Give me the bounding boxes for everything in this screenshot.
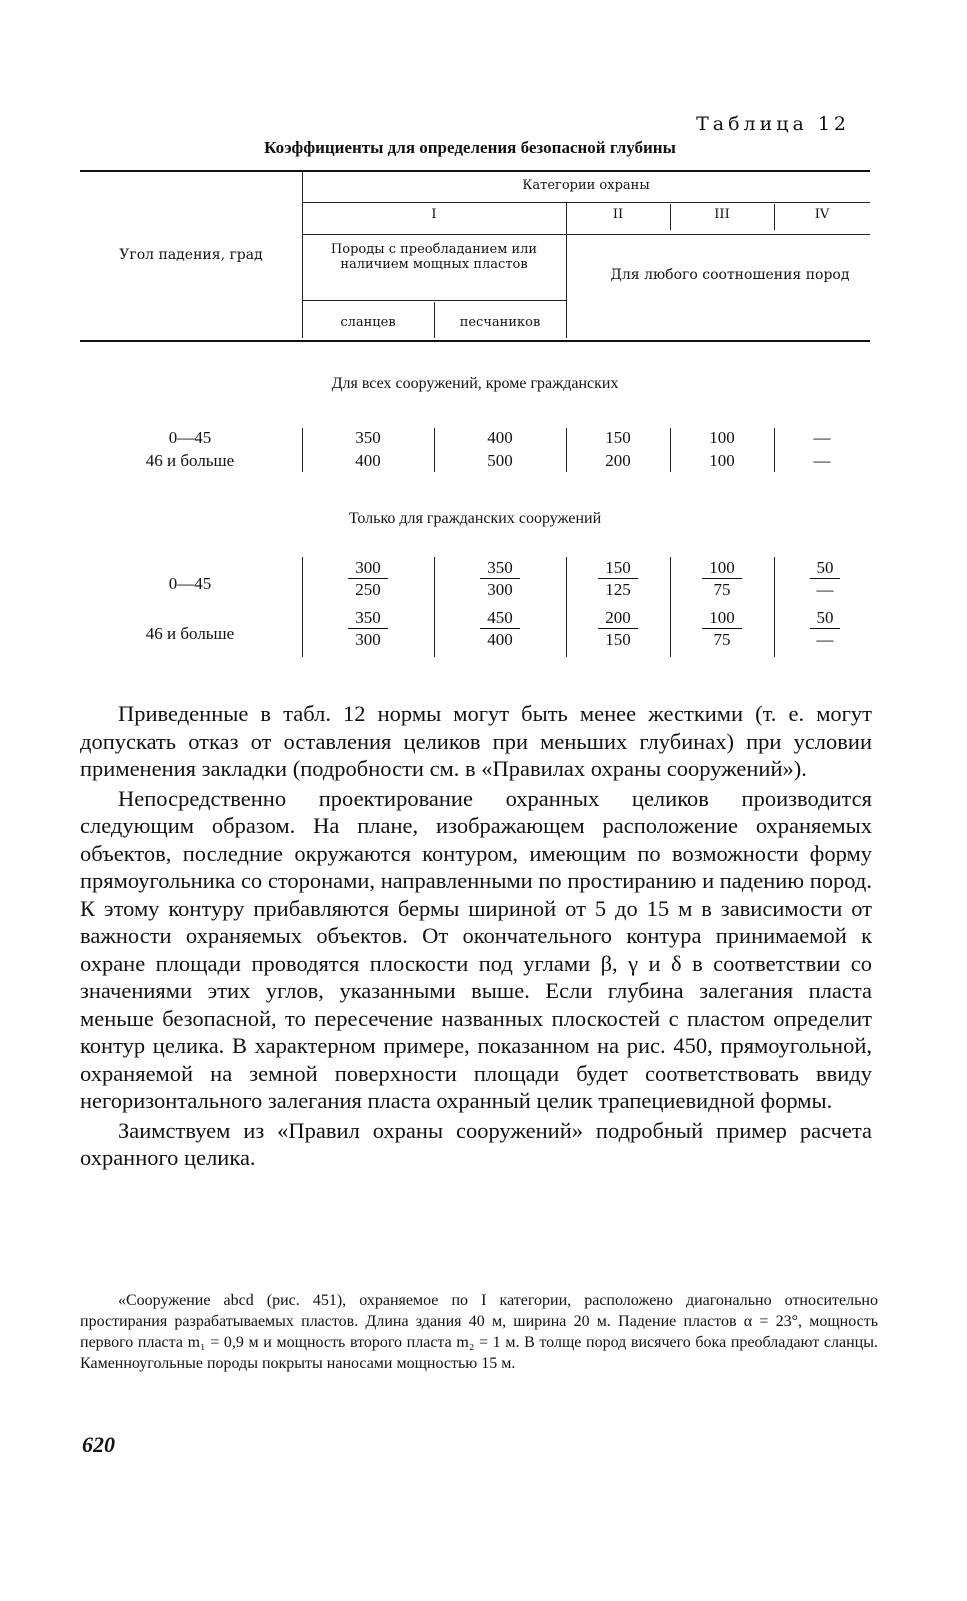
numerator: 50 [810, 607, 840, 629]
paragraph: Заимствуем из «Правил охраны сооружений» подробный пример расчета охранного целика. [80, 1117, 872, 1170]
fraction-cell [480, 607, 520, 650]
shale-cell: 350 [355, 428, 381, 447]
header-top-rule [80, 170, 870, 172]
table-title: Коэффициенты для определения безопасной глубины [264, 138, 676, 157]
s2-sep-5 [774, 557, 775, 657]
angle-cell: 46 и больше [145, 624, 235, 643]
rocks-prevailing-label: Породы с преобладанием или наличием мощных пластов [330, 242, 538, 272]
header-divider [302, 170, 303, 338]
denominator: — [816, 580, 834, 599]
angle-label: Угол падения, град [119, 247, 263, 263]
quoted-example [80, 1290, 878, 1374]
shale-cell: 400 [355, 451, 381, 470]
denominator: 400 [487, 630, 513, 649]
denominator: 75 [713, 630, 731, 649]
header-rule-2 [302, 202, 870, 203]
numerator: 200 [598, 607, 638, 629]
numerator: 450 [480, 607, 520, 629]
cat-IV-cell: — [813, 451, 831, 470]
numerator: 300 [348, 557, 388, 579]
numerator: 100 [702, 607, 742, 629]
s2-sep-3 [566, 557, 567, 657]
numerator: 150 [598, 557, 638, 579]
table-header [80, 170, 870, 342]
cat-II-cell: 200 [605, 451, 631, 470]
paragraph: Непосредственно проектирование охранных целиков производится следующим образом. На плане, изображающем расположение охраняемых объектов, последние окружаются контуром, имеющим по возможности форму прямоугольника со сторонами, направленными по простиранию и падению пород. К этому контуру прибавляются бермы шириной от 5 до 15 м в зависимости от важности охраняемых объектов. От окончательного контура принимаемой к охране площади проводятся плоскости под углами β, γ и δ в соответствии со значениями этих углов, указанными выше. Если глубина залегания пласта меньше безопасной, то пересечение названных плоскостей с пластом определит контур целика. В характерном примере, показанном на рис. 450, прямоугольной, охраняемой на земной поверхности площади будет соответствовать ввиду негоризонтального залегания пласта охранный целик трапециевидной формы. [80, 785, 872, 1113]
section2-title: Только для гражданских сооружений [348, 510, 602, 527]
numerator: 350 [480, 557, 520, 579]
section1-title: Для всех сооружений, кроме гражданских [331, 375, 619, 392]
fraction-cell [348, 607, 388, 650]
page-number: 620 [82, 1432, 115, 1457]
body-text [80, 700, 872, 1172]
sandstone-label: песчаников [459, 315, 541, 330]
fraction-cell [810, 557, 840, 600]
numerator: 50 [810, 557, 840, 579]
header-rule-4 [302, 300, 566, 301]
header-rule-3 [302, 234, 870, 235]
cat-III-cell: 100 [709, 428, 735, 447]
shale-label: сланцев [340, 315, 396, 330]
fraction-cell [598, 557, 638, 600]
s2-sep-2 [434, 557, 435, 657]
categories-label: Категории охраны [522, 178, 650, 193]
paragraph: «Сооружение abcd (рис. 451), охраняемое по I категории, расположено диагонально относительно простирания разрабатываемых пластов. Длина здания 40 м, ширина 20 м. Падение пластов α = 23°, мощность первого пласта m₁ = 0,9 м и мощность второго пласта m₂ = 1 м. В толще пород висячего бока преобладают сланцы. Каменноугольные породы покрыты наносами мощностью 15 м. [80, 1292, 878, 1372]
denominator: 250 [355, 580, 381, 599]
denominator: 300 [355, 630, 381, 649]
cat-IV-cell: — [813, 428, 831, 447]
s2-sep-4 [670, 557, 671, 657]
fraction-cell [702, 557, 742, 600]
fraction-cell [598, 607, 638, 650]
any-ratio-label: Для любого соотношения пород [610, 267, 850, 283]
denominator: 150 [605, 630, 631, 649]
cat-II-label: II [612, 207, 624, 222]
cat-III-label: III [714, 207, 730, 222]
denominator: 75 [713, 580, 731, 599]
paragraph: Приведенные в табл. 12 нормы могут быть менее жесткими (т. е. могут допускать отказ от оставления целиков при меньших глубинах) при условии применения закладки (подробности см. в «Правилах охраны сооружений»). [80, 701, 872, 781]
numerator: 100 [702, 557, 742, 579]
denominator: 300 [487, 580, 513, 599]
angle-cell: 46 и больше [145, 451, 235, 470]
header-divider-I [566, 202, 567, 338]
cat-II-cell: 150 [605, 428, 631, 447]
angle-cell: 0—45 [168, 428, 212, 447]
fraction-cell [348, 557, 388, 600]
cat-IV-label: IV [814, 207, 830, 222]
s2-sep-1 [302, 557, 303, 657]
sandstone-cell: 400 [487, 428, 513, 447]
header-bottom-rule [80, 340, 870, 342]
fraction-cell [480, 557, 520, 600]
denominator: — [816, 630, 834, 649]
table-number: Таблица 12 [696, 113, 850, 135]
sandstone-cell: 500 [487, 451, 513, 470]
denominator: 125 [605, 580, 631, 599]
numerator: 350 [348, 607, 388, 629]
angle-cell: 0—45 [168, 574, 212, 593]
cat-I-label: I [431, 207, 437, 222]
cat-III-cell: 100 [709, 451, 735, 470]
fraction-cell [702, 607, 742, 650]
fraction-cell [810, 607, 840, 650]
